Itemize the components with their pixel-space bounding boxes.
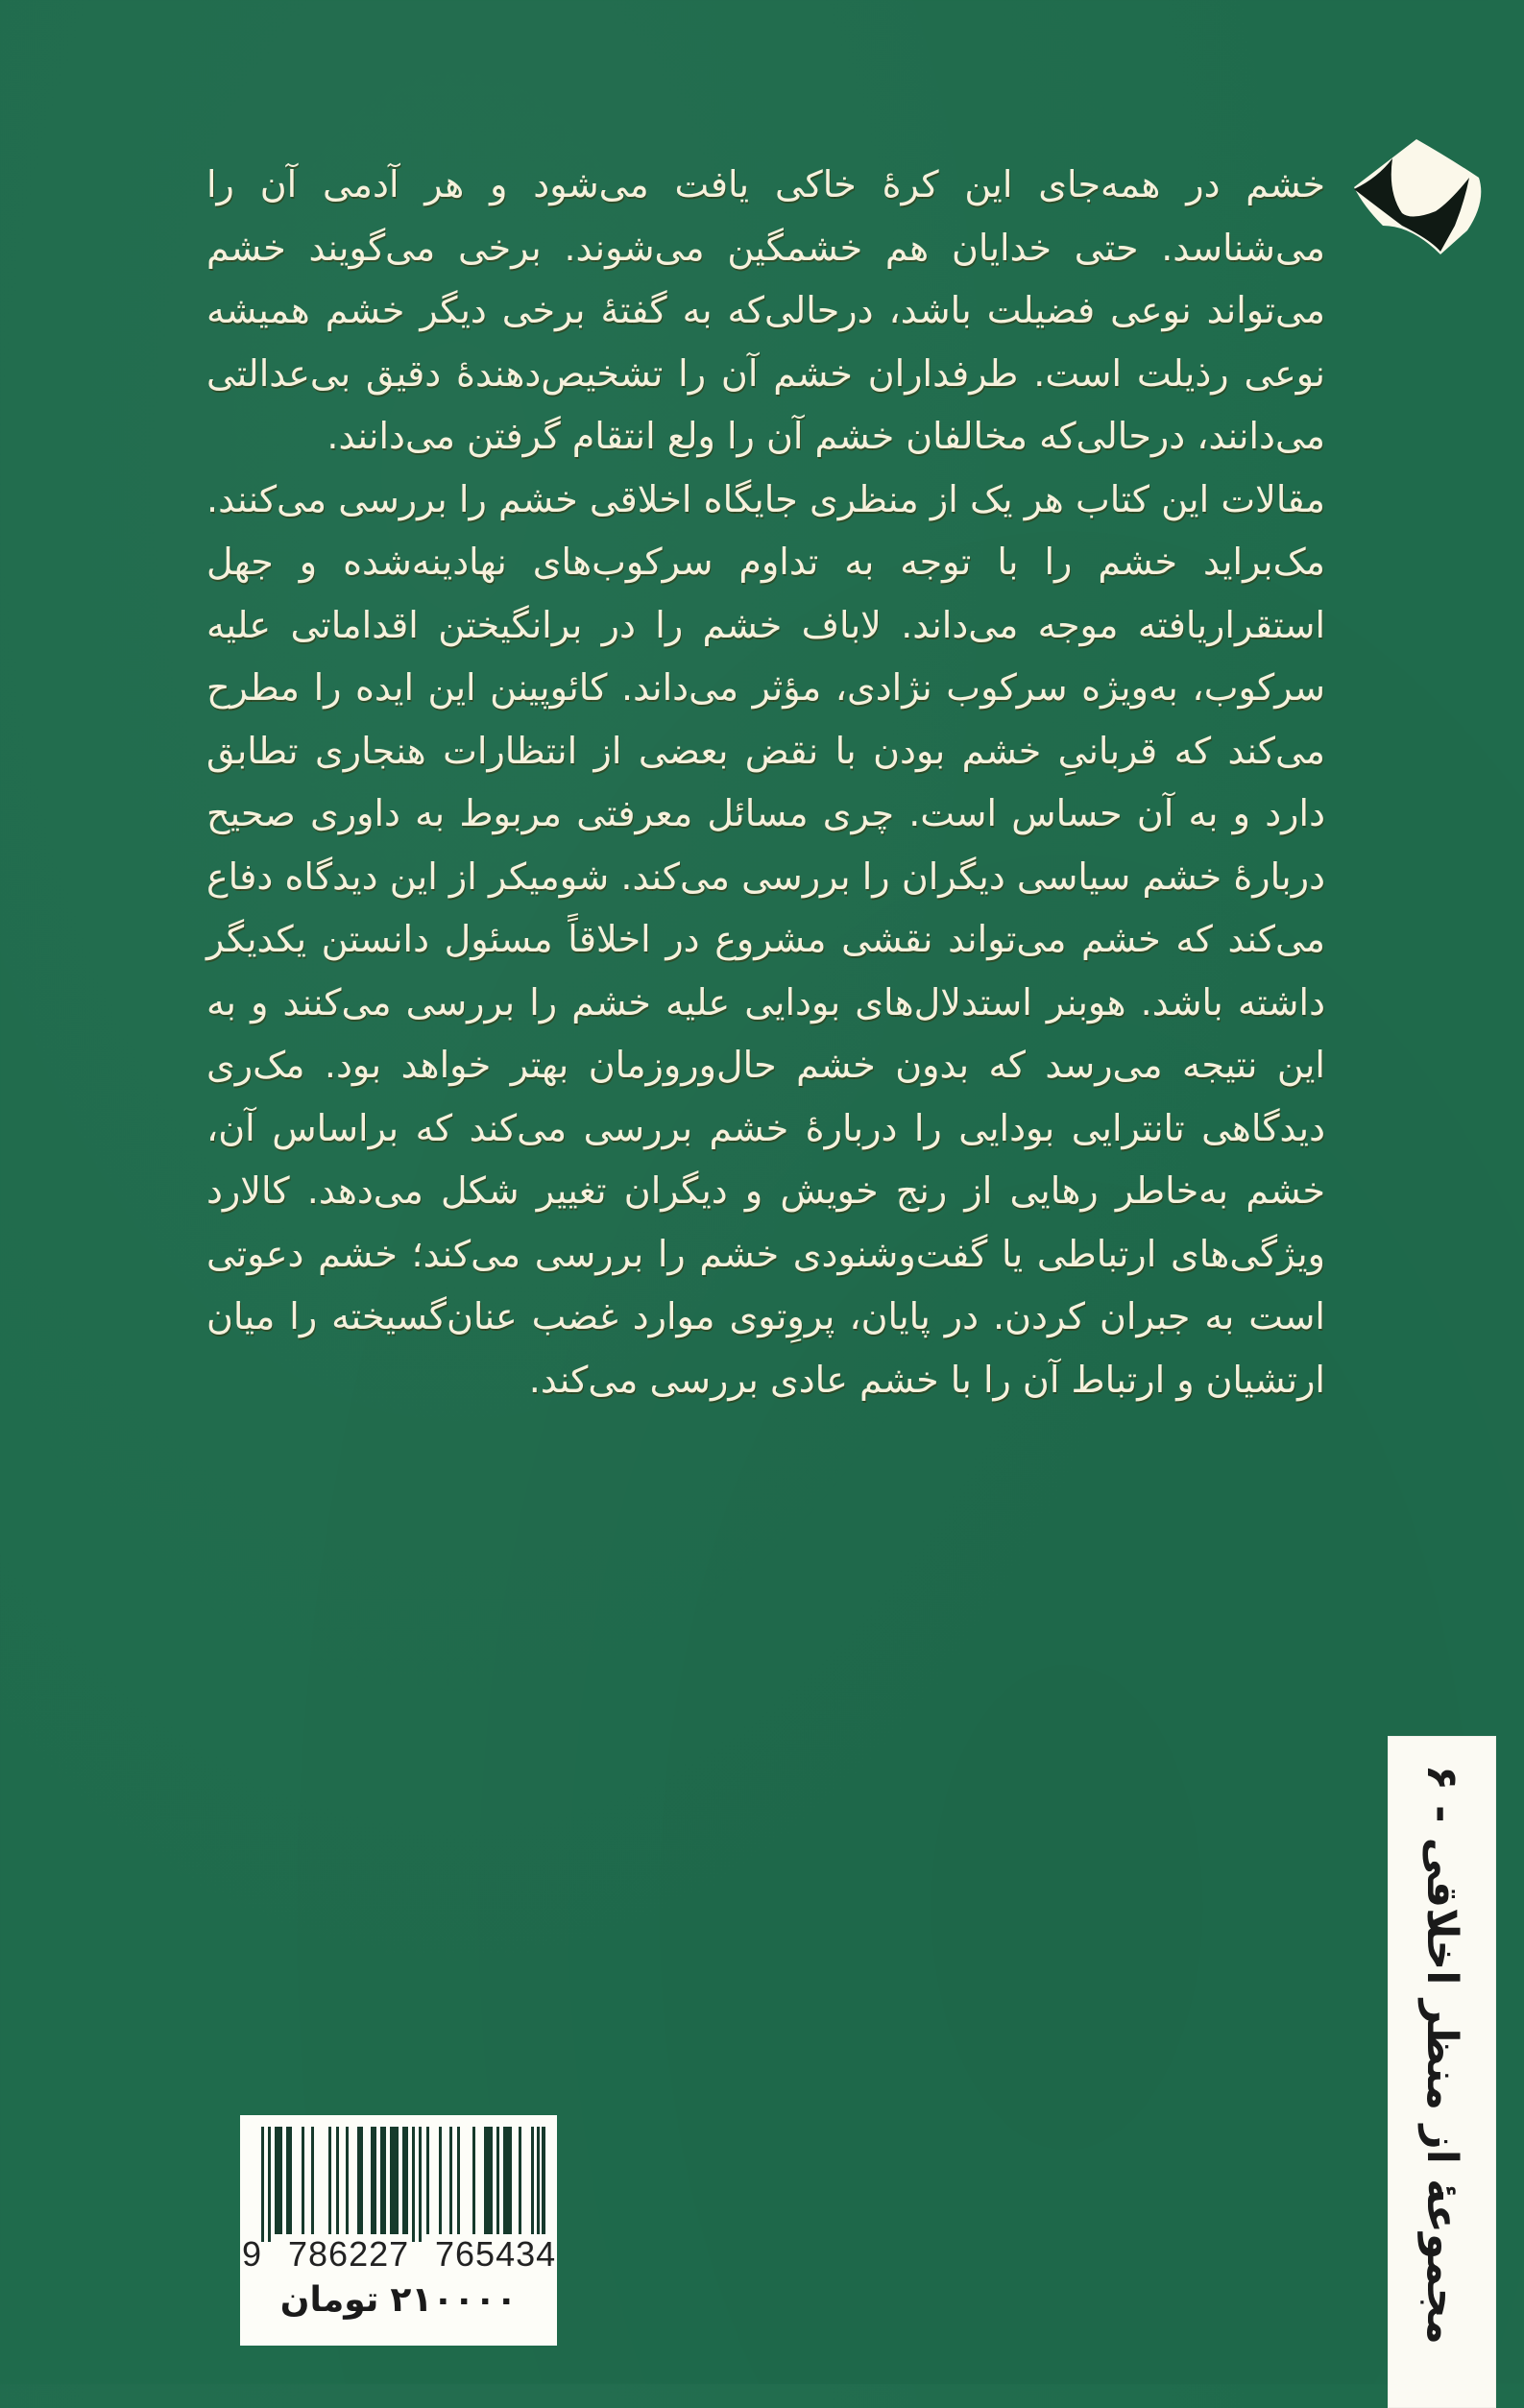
barcode-icon (261, 2127, 545, 2242)
price-currency: تومان (279, 2280, 379, 2320)
back-cover-blurb (206, 154, 1325, 1411)
isbn-group-2: 765434 (435, 2234, 557, 2274)
blurb-paragraph-intro: خشم در همه‌جای این کرهٔ خاکی یافت می‌شود و هر آدمی آن را می‌شناسد. حتی خدایان هم خشمگین می‌شوند. برخی می‌گویند خشم می‌تواند نوعی فضیلت باشد، درحالی‌که به گفتهٔ برخی دیگر خشم همیشه نوعی رذیلت است. طرفداران خشم آن را تشخیص‌دهندهٔ دقیق بی‌عدالتی می‌دانند، درحالی‌که مخالفان خشم آن را ولع انتقام گرفتن می‌دانند. (206, 163, 1325, 457)
price-label (240, 2280, 557, 2320)
blurb-paragraph-contents: مقالات این کتاب هر یک از منظری جایگاه اخلاقی خشم را بررسی می‌کنند. مک‌براید خشم را با توجه به تداوم سرکوب‌های نهادینه‌شده و جهل استقراریافته موجه می‌داند. لاباف خشم را در برانگیختن اقداماتی علیه سرکوب، به‌ویژه سرکوب نژادی، مؤثر می‌داند. کائوپینن این ایده را مطرح می‌کند که قربانیِ خشم بودن با نقض بعضی از انتظارات هنجاری تطابق دارد و به آن حساس است. چری مسائل معرفتی مربوط به داوری صحیح دربارهٔ خشم سیاسی دیگران را بررسی می‌کند. شومیکر از این دیدگاه دفاع می‌کند که خشم می‌تواند نقشی مشروع در اخلاقاً مسئول دانستن یکدیگر داشته باشد. هوبنر استدلال‌های بودایی علیه خشم را بررسی می‌کنند و به این نتیجه می‌رسد که بدون خشم حال‌وروزمان بهتر خواهد بود. مک‌ری دیدگاهی تانترایی بودایی را دربارهٔ خشم بررسی می‌کند که براساس آن، خشم به‌خاطر رهایی از رنج خویش و دیگران تغییر شکل می‌دهد. کالارد ویژگی‌های ارتباطی یا گفت‌وشنودی خشم را بررسی می‌کند؛ خشم دعوتی است به جبران کردن. در پایان، پروِتوی موارد غضب عنان‌گسیخته را میان ارتشیان و ارتباط آن را با خشم عادی بررسی می‌کند. (206, 477, 1325, 1401)
series-band (1388, 1736, 1496, 2408)
price-amount: ۲۱۰۰۰۰ (390, 2280, 518, 2320)
publisher-logo-icon (1344, 134, 1488, 259)
isbn-group-1: 786227 (288, 2234, 410, 2274)
series-title: مجموعهٔ از منظر اخلاقی - ۶ (1417, 1765, 1466, 2345)
isbn-barcode-box (240, 2115, 557, 2346)
isbn-lead-digit: 9 (242, 2234, 263, 2274)
